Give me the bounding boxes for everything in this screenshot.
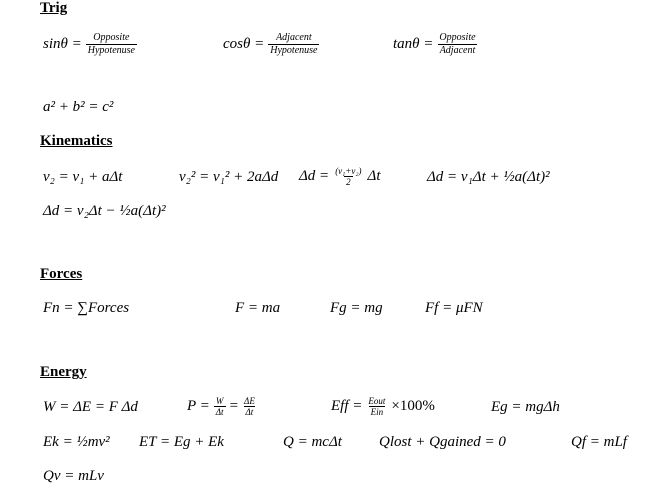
efficiency-fraction bbox=[366, 396, 387, 417]
work-equation: W = ΔE = F Δd bbox=[43, 399, 138, 415]
sine-equation bbox=[43, 32, 141, 57]
heading-energy: Energy bbox=[40, 364, 87, 380]
vaporization-heat-equation: Qv = mLv bbox=[43, 468, 104, 484]
cosine-equation bbox=[223, 32, 323, 57]
power-fraction-1-numerator: W bbox=[215, 396, 224, 406]
heat-equation: Q = mcΔt bbox=[283, 434, 342, 450]
power-fraction-2-numerator: ΔE bbox=[244, 396, 255, 406]
sine-fraction bbox=[86, 32, 137, 57]
kinematics-eq-3-fraction bbox=[333, 166, 363, 187]
power-equals: = bbox=[229, 398, 239, 414]
power-fraction-2 bbox=[242, 396, 257, 417]
kinematics-eq-3-lhs: Δd = bbox=[299, 168, 330, 184]
newton-second-law: F = ma bbox=[235, 300, 281, 316]
net-force-equation: Fn = ∑Forces bbox=[43, 300, 130, 316]
cosine-denominator: Hypotenuse bbox=[270, 45, 318, 56]
kinematics-eq-3-numerator: (v₁+v₂) bbox=[335, 166, 362, 176]
efficiency-equation bbox=[331, 396, 435, 417]
cosine-lhs: cosθ = bbox=[223, 36, 265, 52]
kinematics-eq-3-rhs: Δt bbox=[367, 168, 381, 184]
efficiency-lhs: Eff = bbox=[331, 398, 363, 414]
tangent-denominator: Adjacent bbox=[439, 45, 476, 56]
heading-kinematics: Kinematics bbox=[40, 133, 113, 149]
kinematics-eq-3 bbox=[299, 166, 381, 187]
efficiency-denominator: Ein bbox=[370, 407, 384, 417]
kinematics-eq-2: v₂² = v₁² + 2aΔd bbox=[179, 169, 279, 185]
kinematics-eq-5: Δd = v₂Δt − ½a(Δt)² bbox=[43, 203, 166, 219]
pythagorean-equation: a² + b² = c² bbox=[43, 99, 114, 115]
gravitational-energy-equation: Eg = mgΔh bbox=[491, 399, 560, 415]
heat-balance-equation: Qlost + Qgained = 0 bbox=[379, 434, 506, 450]
tangent-fraction bbox=[437, 32, 477, 57]
kinetic-energy-equation: Ek = ½mv² bbox=[43, 434, 110, 450]
tangent-equation bbox=[393, 32, 482, 57]
cosine-fraction bbox=[268, 32, 319, 57]
efficiency-rhs: ×100% bbox=[391, 398, 435, 414]
cosine-numerator: Adjacent bbox=[276, 32, 312, 43]
sine-lhs: sinθ = bbox=[43, 36, 82, 52]
efficiency-numerator: Eout bbox=[368, 396, 386, 406]
total-energy-equation: ET = Eg + Ek bbox=[139, 434, 224, 450]
tangent-numerator: Opposite bbox=[439, 32, 476, 43]
sine-denominator: Hypotenuse bbox=[87, 45, 135, 56]
power-fraction-1-denominator: Δt bbox=[215, 407, 224, 417]
fusion-heat-equation: Qf = mLf bbox=[571, 434, 627, 450]
heading-trig: Trig bbox=[40, 0, 68, 16]
heading-forces: Forces bbox=[40, 266, 83, 282]
power-equation bbox=[187, 396, 261, 417]
power-lhs: P = bbox=[187, 398, 210, 414]
friction-force-equation: Ff = μFN bbox=[425, 300, 483, 316]
tangent-lhs: tanθ = bbox=[393, 36, 434, 52]
gravity-force-equation: Fg = mg bbox=[330, 300, 383, 316]
sine-numerator: Opposite bbox=[93, 32, 130, 43]
power-fraction-1 bbox=[214, 396, 226, 417]
kinematics-eq-3-denominator: 2 bbox=[346, 177, 351, 187]
kinematics-eq-4: Δd = v₁Δt + ½a(Δt)² bbox=[427, 169, 550, 185]
power-fraction-2-denominator: Δt bbox=[245, 407, 254, 417]
kinematics-eq-1: v₂ = v₁ + aΔt bbox=[43, 169, 123, 185]
